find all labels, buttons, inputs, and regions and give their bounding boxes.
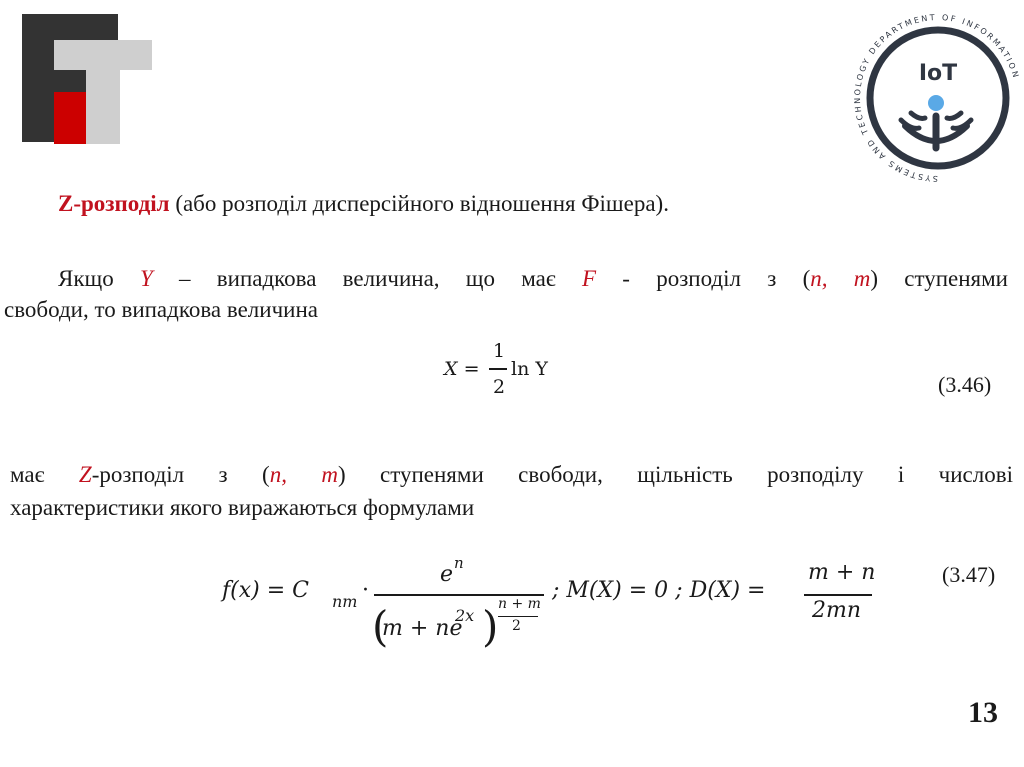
eq347-num-e: e: [440, 562, 454, 587]
logo-badge-text: IoT: [918, 61, 958, 86]
title-bold: Z-розподіл: [58, 191, 170, 216]
eq347-num-sup: n: [454, 554, 464, 572]
paragraph-2-line-1: має Z-розподіл з (n, m) ступенями свободи, щільність розподілу і числові: [10, 462, 1013, 487]
ft-logo: [22, 14, 157, 149]
paragraph-1-line-1: Якщо Y – випадкова величина, що має F - розподіл з (n, m) ступенями: [58, 266, 1008, 291]
logo-ring-text: SYSTEMS AND TECHNOLOGY DEPARTMENT OF INFORMATION: [853, 12, 1021, 183]
equation-number-3-47: (3.47): [942, 562, 996, 587]
eq346-lhs: X =: [444, 358, 480, 380]
eq347-exp-den: 2: [512, 618, 521, 634]
title-rest: (або розподіл дисперсійного відношення Фішера).: [169, 191, 669, 216]
eq347-paren-left: (: [372, 602, 389, 651]
eq347-exp-num: n + m: [498, 596, 541, 612]
var-y: Y: [139, 266, 153, 291]
var-z: Z: [78, 462, 92, 487]
eq346-fraction-bar: [489, 368, 507, 370]
eq347-paren-right: ): [482, 602, 499, 651]
iot-logo-icon: [853, 8, 1023, 183]
paragraph-2-line-2: характеристики якого виражаються формулами: [10, 495, 475, 520]
ft-logo-icon: [22, 14, 157, 149]
equation-number-3-46: (3.46): [938, 372, 992, 397]
var-nm-2: n, m: [269, 462, 338, 487]
eq347-sub: nm: [332, 592, 358, 611]
page-number: 13: [968, 696, 998, 729]
eq346-rhs: ln Y: [511, 358, 548, 380]
var-nm: n, m: [810, 266, 871, 291]
iot-logo: [853, 8, 1023, 183]
eq347-d-num: m + n: [808, 560, 876, 585]
eq347-f: f(x) = C: [222, 578, 309, 603]
paragraph-1-line-2: свободи, то випадкова величина: [4, 297, 318, 322]
eq347-d-bar: [804, 594, 872, 596]
eq346-num: 1: [493, 340, 506, 362]
eq347-den-base: m + ne: [382, 616, 463, 641]
section-title: [58, 188, 858, 219]
equation-3-46: [444, 340, 584, 406]
eq347-dot: ·: [362, 578, 369, 603]
eq347-d-den: 2mn: [812, 598, 862, 623]
eq346-den: 2: [493, 376, 506, 398]
eq347-den-sup: 2x: [455, 606, 475, 625]
equation-3-47: [222, 550, 882, 670]
eq347-exp-bar: [498, 616, 538, 617]
eq347-mean: ; M(X) = 0 ; D(X) =: [552, 578, 766, 603]
var-f: F: [581, 266, 597, 291]
